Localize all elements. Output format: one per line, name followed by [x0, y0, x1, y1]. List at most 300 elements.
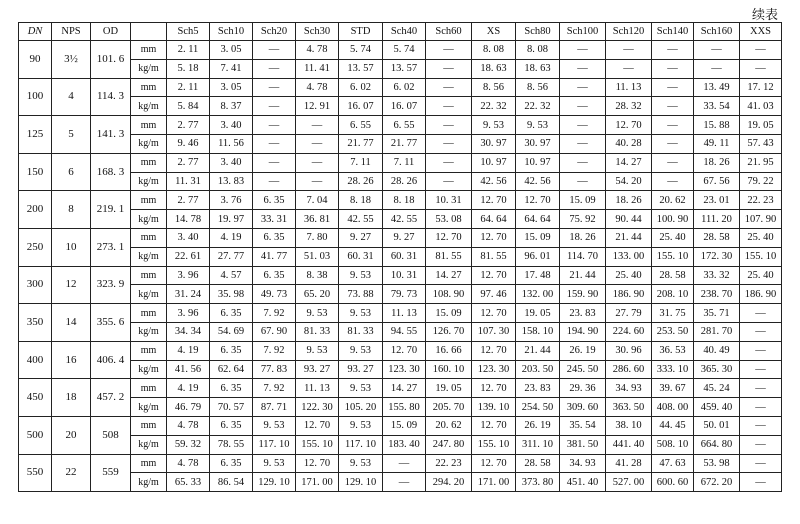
value-cell: 81. 33	[339, 322, 383, 341]
value-cell: —	[740, 454, 782, 473]
value-cell: 12. 70	[472, 191, 516, 210]
value-cell: 34. 34	[167, 322, 210, 341]
value-cell: 7. 11	[339, 153, 383, 172]
dn-cell: 125	[19, 116, 52, 154]
table-row	[19, 172, 782, 191]
unit-cell: kg/m	[131, 285, 167, 304]
value-cell: 17. 12	[740, 78, 782, 97]
header-cell: Sch60	[426, 23, 472, 41]
value-cell: 122. 30	[296, 398, 339, 417]
value-cell: 381. 50	[560, 435, 606, 454]
value-cell: 108. 90	[426, 285, 472, 304]
value-cell: 19. 05	[426, 379, 472, 398]
header-cell: Sch20	[253, 23, 296, 41]
value-cell: 3. 76	[210, 191, 253, 210]
value-cell: —	[560, 78, 606, 97]
value-cell: 36. 53	[652, 341, 694, 360]
value-cell: 11. 13	[383, 304, 426, 323]
header-cell: STD	[339, 23, 383, 41]
value-cell: 172. 30	[694, 247, 740, 266]
value-cell: 41. 28	[606, 454, 652, 473]
table-row	[19, 41, 782, 60]
value-cell: 155. 10	[740, 247, 782, 266]
value-cell: 25. 40	[652, 228, 694, 247]
value-cell: 7. 80	[296, 228, 339, 247]
value-cell: 25. 40	[606, 266, 652, 285]
dn-cell: 300	[19, 266, 52, 304]
unit-cell: kg/m	[131, 398, 167, 417]
value-cell: —	[652, 172, 694, 191]
value-cell: —	[560, 97, 606, 116]
value-cell: 6. 35	[253, 228, 296, 247]
table-row	[19, 435, 782, 454]
value-cell: 20. 62	[652, 191, 694, 210]
value-cell: 34. 93	[606, 379, 652, 398]
value-cell: 159. 90	[560, 285, 606, 304]
value-cell: 67. 56	[694, 172, 740, 191]
value-cell: 4. 78	[296, 41, 339, 60]
value-cell: 28. 58	[652, 266, 694, 285]
value-cell: 3. 40	[210, 153, 253, 172]
value-cell: 155. 80	[383, 398, 426, 417]
value-cell: 129. 10	[253, 473, 296, 492]
value-cell: 9. 53	[339, 304, 383, 323]
nps-cell: 18	[52, 379, 91, 417]
value-cell: 62. 64	[210, 360, 253, 379]
value-cell: —	[296, 153, 339, 172]
unit-cell: kg/m	[131, 247, 167, 266]
value-cell: 3. 05	[210, 41, 253, 60]
nps-cell: 6	[52, 153, 91, 191]
value-cell: 96. 01	[516, 247, 560, 266]
value-cell: 44. 45	[652, 416, 694, 435]
value-cell: 129. 10	[339, 473, 383, 492]
value-cell: 123. 30	[472, 360, 516, 379]
value-cell: 363. 50	[606, 398, 652, 417]
unit-cell: mm	[131, 116, 167, 135]
value-cell: 94. 55	[383, 322, 426, 341]
value-cell: 4. 78	[167, 454, 210, 473]
dn-cell: 500	[19, 416, 52, 454]
value-cell: 5. 18	[167, 59, 210, 78]
header-cell: Sch120	[606, 23, 652, 41]
value-cell: 10. 31	[426, 191, 472, 210]
value-cell: 27. 79	[606, 304, 652, 323]
value-cell: 60. 31	[383, 247, 426, 266]
value-cell: 8. 08	[472, 41, 516, 60]
value-cell: 13. 57	[339, 59, 383, 78]
value-cell: 9. 53	[296, 304, 339, 323]
unit-cell: mm	[131, 416, 167, 435]
header-cell: Sch10	[210, 23, 253, 41]
value-cell: 78. 55	[210, 435, 253, 454]
value-cell: 18. 26	[606, 191, 652, 210]
value-cell: 81. 33	[296, 322, 339, 341]
unit-cell: kg/m	[131, 97, 167, 116]
header-cell: Sch80	[516, 23, 560, 41]
value-cell: —	[383, 473, 426, 492]
dn-cell: 150	[19, 153, 52, 191]
dn-cell: 550	[19, 454, 52, 492]
table-row	[19, 285, 782, 304]
value-cell: 158. 10	[516, 322, 560, 341]
value-cell: 12. 70	[606, 116, 652, 135]
value-cell: 6. 35	[210, 341, 253, 360]
value-cell: 15. 88	[694, 116, 740, 135]
value-cell: —	[560, 116, 606, 135]
value-cell: 9. 53	[253, 454, 296, 473]
value-cell: 4. 78	[296, 78, 339, 97]
value-cell: —	[253, 78, 296, 97]
nps-cell: 22	[52, 454, 91, 492]
value-cell: 107. 90	[740, 210, 782, 229]
value-cell: —	[296, 134, 339, 153]
unit-cell: kg/m	[131, 172, 167, 191]
value-cell: 6. 35	[210, 454, 253, 473]
value-cell: —	[740, 473, 782, 492]
value-cell: 13. 49	[694, 78, 740, 97]
value-cell: 111. 20	[694, 210, 740, 229]
value-cell: 49. 73	[253, 285, 296, 304]
od-cell: 101. 6	[91, 41, 131, 79]
value-cell: 79. 73	[383, 285, 426, 304]
value-cell: —	[740, 379, 782, 398]
value-cell: 247. 80	[426, 435, 472, 454]
value-cell: 3. 96	[167, 304, 210, 323]
value-cell: 21. 44	[560, 266, 606, 285]
value-cell: 22. 61	[167, 247, 210, 266]
value-cell: 4. 78	[167, 416, 210, 435]
value-cell: 311. 10	[516, 435, 560, 454]
value-cell: 12. 70	[472, 304, 516, 323]
value-cell: 31. 75	[652, 304, 694, 323]
value-cell: —	[383, 454, 426, 473]
value-cell: 46. 79	[167, 398, 210, 417]
value-cell: —	[426, 41, 472, 60]
value-cell: 208. 10	[652, 285, 694, 304]
value-cell: 224. 60	[606, 322, 652, 341]
value-cell: 21. 44	[606, 228, 652, 247]
value-cell: 16. 66	[426, 341, 472, 360]
value-cell: 8. 37	[210, 97, 253, 116]
dn-cell: 450	[19, 379, 52, 417]
value-cell: 16. 07	[339, 97, 383, 116]
table-row	[19, 153, 782, 172]
value-cell: —	[253, 134, 296, 153]
table-continued-caption: 续表	[751, 8, 778, 23]
value-cell: 12. 70	[472, 228, 516, 247]
value-cell: —	[740, 341, 782, 360]
value-cell: 11. 31	[167, 172, 210, 191]
value-cell: 65. 20	[296, 285, 339, 304]
value-cell: 309. 60	[560, 398, 606, 417]
value-cell: —	[426, 172, 472, 191]
value-cell: 53. 98	[694, 454, 740, 473]
value-cell: —	[253, 41, 296, 60]
value-cell: 4. 57	[210, 266, 253, 285]
value-cell: 7. 11	[383, 153, 426, 172]
value-cell: —	[652, 97, 694, 116]
value-cell: 9. 53	[296, 341, 339, 360]
value-cell: 9. 46	[167, 134, 210, 153]
header-cell: Sch5	[167, 23, 210, 41]
value-cell: 64. 64	[472, 210, 516, 229]
value-cell: 9. 53	[516, 116, 560, 135]
value-cell: 35. 71	[694, 304, 740, 323]
nps-cell: 12	[52, 266, 91, 304]
value-cell: 59. 32	[167, 435, 210, 454]
value-cell: 294. 20	[426, 473, 472, 492]
value-cell: 33. 31	[253, 210, 296, 229]
value-cell: 21. 95	[740, 153, 782, 172]
value-cell: 12. 70	[472, 341, 516, 360]
nps-cell: 14	[52, 304, 91, 342]
value-cell: 12. 70	[472, 266, 516, 285]
header-cell: NPS	[52, 23, 91, 41]
value-cell: 100. 90	[652, 210, 694, 229]
nps-cell: 8	[52, 191, 91, 229]
value-cell: 41. 77	[253, 247, 296, 266]
value-cell: 30. 97	[516, 134, 560, 153]
value-cell: 45. 24	[694, 379, 740, 398]
value-cell: 5. 74	[339, 41, 383, 60]
value-cell: 664. 80	[694, 435, 740, 454]
value-cell: 15. 09	[560, 191, 606, 210]
value-cell: 28. 58	[694, 228, 740, 247]
value-cell: —	[560, 41, 606, 60]
value-cell: —	[740, 304, 782, 323]
table-row	[19, 97, 782, 116]
value-cell: 28. 32	[606, 97, 652, 116]
value-cell: 60. 31	[339, 247, 383, 266]
value-cell: 17. 48	[516, 266, 560, 285]
value-cell: 26. 19	[560, 341, 606, 360]
pipe-schedule-table	[18, 22, 782, 492]
header-cell: Sch30	[296, 23, 339, 41]
value-cell: 40. 28	[606, 134, 652, 153]
value-cell: 53. 08	[426, 210, 472, 229]
value-cell: 70. 57	[210, 398, 253, 417]
value-cell: 13. 57	[383, 59, 426, 78]
header-cell: Sch160	[694, 23, 740, 41]
value-cell: —	[426, 97, 472, 116]
value-cell: —	[253, 97, 296, 116]
value-cell: 171. 00	[472, 473, 516, 492]
value-cell: 25. 40	[740, 228, 782, 247]
table-row	[19, 191, 782, 210]
value-cell: 28. 26	[383, 172, 426, 191]
value-cell: 9. 53	[472, 116, 516, 135]
header-cell: Sch40	[383, 23, 426, 41]
value-cell: 13. 83	[210, 172, 253, 191]
header-cell	[131, 23, 167, 41]
value-cell: 26. 19	[516, 416, 560, 435]
value-cell: 12. 70	[426, 228, 472, 247]
table-row	[19, 379, 782, 398]
dn-cell: 400	[19, 341, 52, 379]
od-cell: 355. 6	[91, 304, 131, 342]
od-cell: 219. 1	[91, 191, 131, 229]
value-cell: 7. 04	[296, 191, 339, 210]
nps-cell: 5	[52, 116, 91, 154]
value-cell: 35. 54	[560, 416, 606, 435]
dn-cell: 250	[19, 228, 52, 266]
value-cell: 79. 22	[740, 172, 782, 191]
value-cell: 281. 70	[694, 322, 740, 341]
value-cell: 22. 23	[426, 454, 472, 473]
table-body	[19, 41, 782, 492]
value-cell: 171. 00	[296, 473, 339, 492]
value-cell: 7. 92	[253, 379, 296, 398]
value-cell: —	[694, 59, 740, 78]
value-cell: 11. 13	[606, 78, 652, 97]
value-cell: 12. 70	[472, 416, 516, 435]
value-cell: 408. 00	[652, 398, 694, 417]
table-row	[19, 210, 782, 229]
nps-cell: 10	[52, 228, 91, 266]
value-cell: —	[740, 360, 782, 379]
value-cell: —	[253, 116, 296, 135]
table-row	[19, 247, 782, 266]
nps-cell: 4	[52, 78, 91, 116]
value-cell: 19. 05	[740, 116, 782, 135]
value-cell: 365. 30	[694, 360, 740, 379]
nps-cell: 3½	[52, 41, 91, 79]
value-cell: 508. 10	[652, 435, 694, 454]
value-cell: 4. 19	[167, 341, 210, 360]
unit-cell: mm	[131, 191, 167, 210]
value-cell: —	[740, 322, 782, 341]
value-cell: 139. 10	[472, 398, 516, 417]
value-cell: 15. 09	[383, 416, 426, 435]
value-cell: 2. 11	[167, 78, 210, 97]
value-cell: 75. 92	[560, 210, 606, 229]
value-cell: 57. 43	[740, 134, 782, 153]
value-cell: 81. 55	[426, 247, 472, 266]
value-cell: 672. 20	[694, 473, 740, 492]
nps-cell: 16	[52, 341, 91, 379]
value-cell: 49. 11	[694, 134, 740, 153]
value-cell: —	[253, 153, 296, 172]
value-cell: 65. 33	[167, 473, 210, 492]
table-row	[19, 416, 782, 435]
unit-cell: mm	[131, 341, 167, 360]
value-cell: 12. 70	[472, 454, 516, 473]
value-cell: 86. 54	[210, 473, 253, 492]
value-cell: —	[560, 153, 606, 172]
table-row	[19, 266, 782, 285]
od-cell: 141. 3	[91, 116, 131, 154]
value-cell: 10. 31	[383, 266, 426, 285]
value-cell: 30. 96	[606, 341, 652, 360]
value-cell: 254. 50	[516, 398, 560, 417]
unit-cell: mm	[131, 454, 167, 473]
value-cell: 15. 09	[426, 304, 472, 323]
unit-cell: mm	[131, 304, 167, 323]
value-cell: 81. 55	[472, 247, 516, 266]
value-cell: 14. 27	[383, 379, 426, 398]
unit-cell: kg/m	[131, 473, 167, 492]
value-cell: 90. 44	[606, 210, 652, 229]
table-row	[19, 341, 782, 360]
value-cell: 4. 19	[210, 228, 253, 247]
table-row	[19, 78, 782, 97]
value-cell: 50. 01	[694, 416, 740, 435]
value-cell: —	[652, 116, 694, 135]
unit-cell: kg/m	[131, 210, 167, 229]
value-cell: —	[560, 59, 606, 78]
value-cell: —	[740, 416, 782, 435]
value-cell: 93. 27	[296, 360, 339, 379]
value-cell: 23. 83	[516, 379, 560, 398]
value-cell: 20. 62	[426, 416, 472, 435]
value-cell: 6. 02	[339, 78, 383, 97]
value-cell: 117. 10	[339, 435, 383, 454]
unit-cell: mm	[131, 41, 167, 60]
value-cell: 9. 53	[339, 341, 383, 360]
od-cell: 508	[91, 416, 131, 454]
value-cell: 105. 20	[339, 398, 383, 417]
value-cell: 155. 10	[652, 247, 694, 266]
value-cell: 51. 03	[296, 247, 339, 266]
unit-cell: mm	[131, 153, 167, 172]
value-cell: 22. 32	[516, 97, 560, 116]
table-row	[19, 322, 782, 341]
value-cell: 19. 05	[516, 304, 560, 323]
header-row	[19, 23, 782, 41]
value-cell: 107. 30	[472, 322, 516, 341]
value-cell: 97. 46	[472, 285, 516, 304]
value-cell: 6. 35	[253, 266, 296, 285]
value-cell: —	[426, 116, 472, 135]
value-cell: 186. 90	[606, 285, 652, 304]
unit-cell: mm	[131, 379, 167, 398]
value-cell: 19. 97	[210, 210, 253, 229]
table-row	[19, 304, 782, 323]
value-cell: 42. 55	[383, 210, 426, 229]
value-cell: 28. 26	[339, 172, 383, 191]
od-cell: 457. 2	[91, 379, 131, 417]
value-cell: 11. 56	[210, 134, 253, 153]
value-cell: 8. 18	[383, 191, 426, 210]
table-row	[19, 473, 782, 492]
value-cell: 54. 20	[606, 172, 652, 191]
value-cell: 9. 53	[339, 266, 383, 285]
table-row	[19, 116, 782, 135]
value-cell: —	[560, 172, 606, 191]
table-row	[19, 454, 782, 473]
value-cell: —	[426, 78, 472, 97]
value-cell: 18. 26	[694, 153, 740, 172]
header-cell: Sch100	[560, 23, 606, 41]
value-cell: 21. 77	[383, 134, 426, 153]
value-cell: 9. 27	[383, 228, 426, 247]
table-row	[19, 134, 782, 153]
value-cell: 5. 84	[167, 97, 210, 116]
value-cell: 16. 07	[383, 97, 426, 116]
value-cell: 21. 44	[516, 341, 560, 360]
value-cell: —	[426, 134, 472, 153]
value-cell: 6. 02	[383, 78, 426, 97]
value-cell: 205. 70	[426, 398, 472, 417]
value-cell: —	[606, 41, 652, 60]
value-cell: 64. 64	[516, 210, 560, 229]
unit-cell: kg/m	[131, 134, 167, 153]
value-cell: 7. 92	[253, 304, 296, 323]
header-cell: Sch140	[652, 23, 694, 41]
value-cell: 30. 97	[472, 134, 516, 153]
value-cell: 6. 35	[210, 379, 253, 398]
